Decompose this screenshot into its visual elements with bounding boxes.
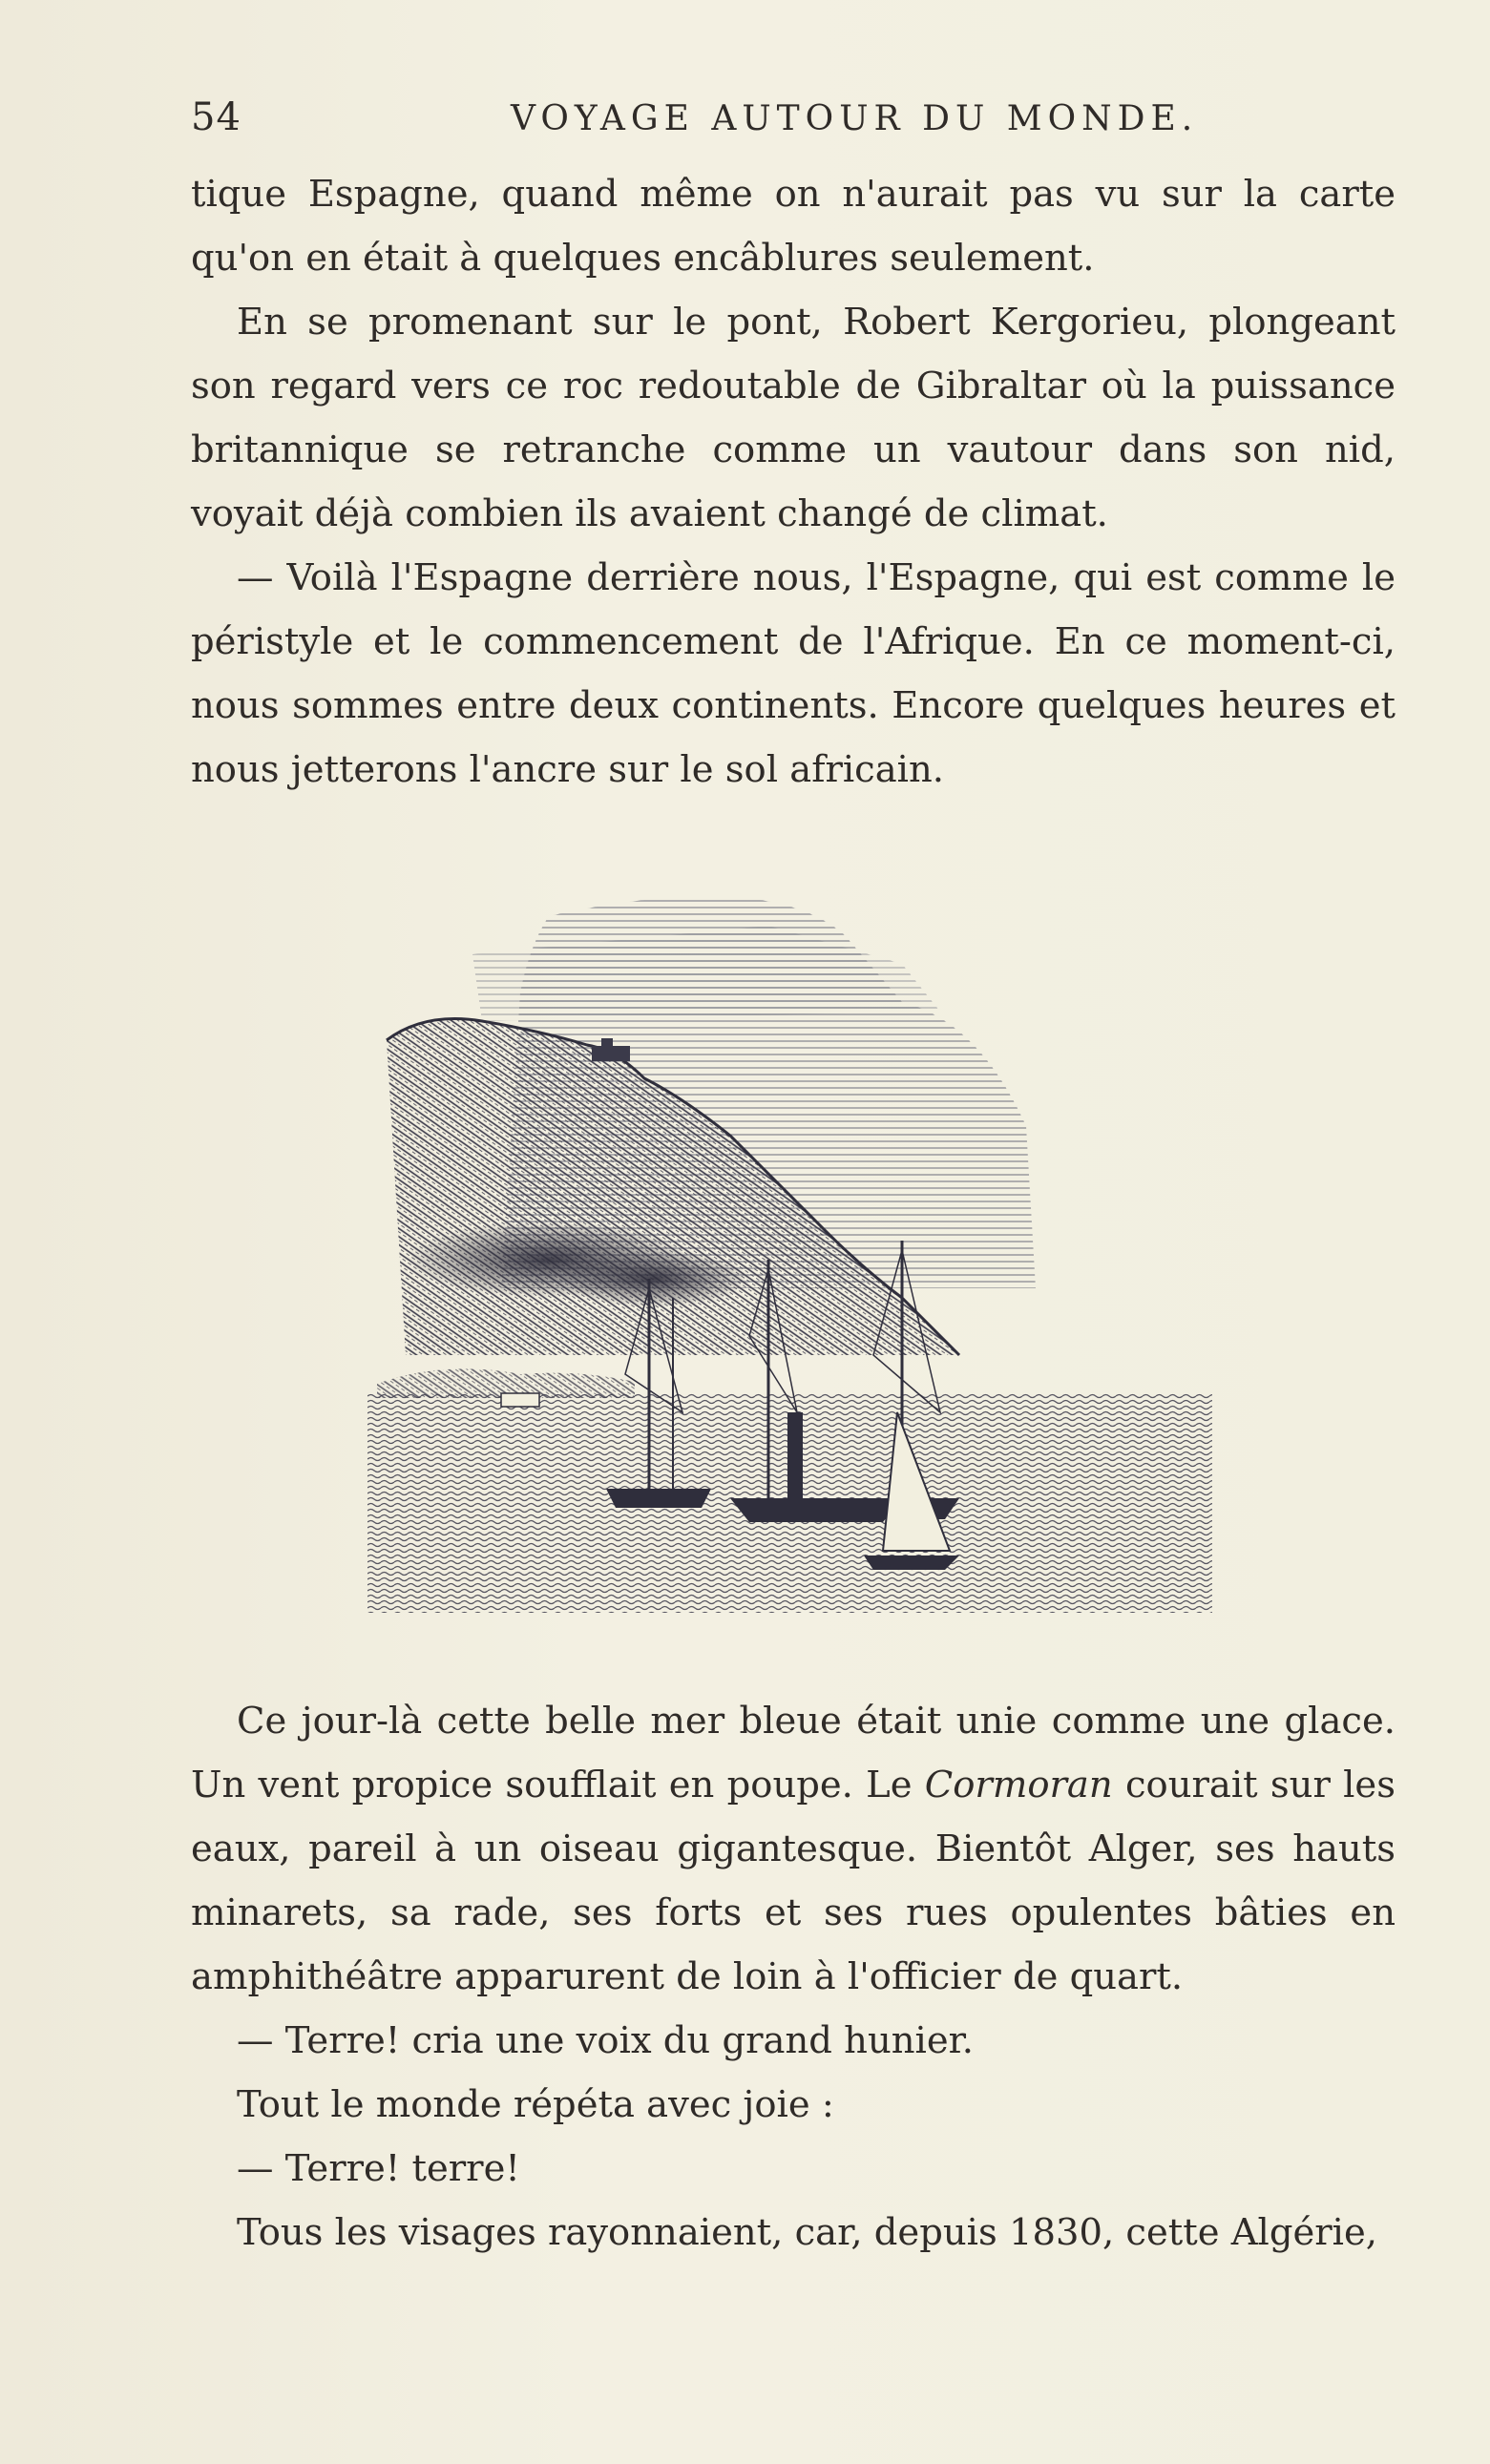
paragraph: tique Espagne, quand même on n'aurait pas vu sur la carte qu'on en était à quelques encâblures seulement. <box>191 173 1396 280</box>
paragraph: — Terre! terre! <box>237 2147 520 2190</box>
running-head <box>191 95 1394 143</box>
running-title: VOYAGE AUTOUR DU MONDE. <box>511 99 1199 138</box>
engraving-image <box>367 878 1212 1622</box>
paragraph: En se promenant sur le pont, Robert Kergorieu, plongeant son regard vers ce roc redoutable de Gibraltar où la puissance britannique se retranche comme un vautour dans son nid, voyait déjà combien ils avaient changé de climat. <box>191 301 1396 535</box>
page-number: 54 <box>191 95 241 139</box>
paragraph: — Terre! cria une voix du grand hunier. <box>237 2019 975 2062</box>
paragraph-ship-before: Ce jour-là cette belle mer bleue était unie comme une glace. Un vent propice soufflait en poupe. Le <box>191 1700 1396 1806</box>
engraving-gibraltar-ships <box>367 878 1212 1622</box>
paragraph-ship <box>191 1689 1396 2009</box>
paragraph: Tout le monde répéta avec joie : <box>237 2083 834 2126</box>
text-block-bottom <box>191 1689 1396 2265</box>
ship-name: Cormoran <box>924 1764 1113 1806</box>
paragraph: Tous les visages rayonnaient, car, depuis 1830, cette Algérie, <box>237 2211 1378 2254</box>
paragraph: — Voilà l'Espagne derrière nous, l'Espagne, qui est comme le péristyle et le commencement de l'Afrique. En ce moment-ci, nous sommes entre deux continents. Encore quelques heures et nous jetterons l'ancre sur le sol africain. <box>191 556 1396 791</box>
paragraph-ship-after: courait sur les eaux, pareil à un oiseau gigantesque. Bientôt Alger, ses hauts minarets, sa rade, ses forts et ses rues opulentes bâties en amphithéâtre apparurent de loin à l'officier de quart. <box>191 1764 1396 1998</box>
text-block-top <box>191 162 1396 802</box>
